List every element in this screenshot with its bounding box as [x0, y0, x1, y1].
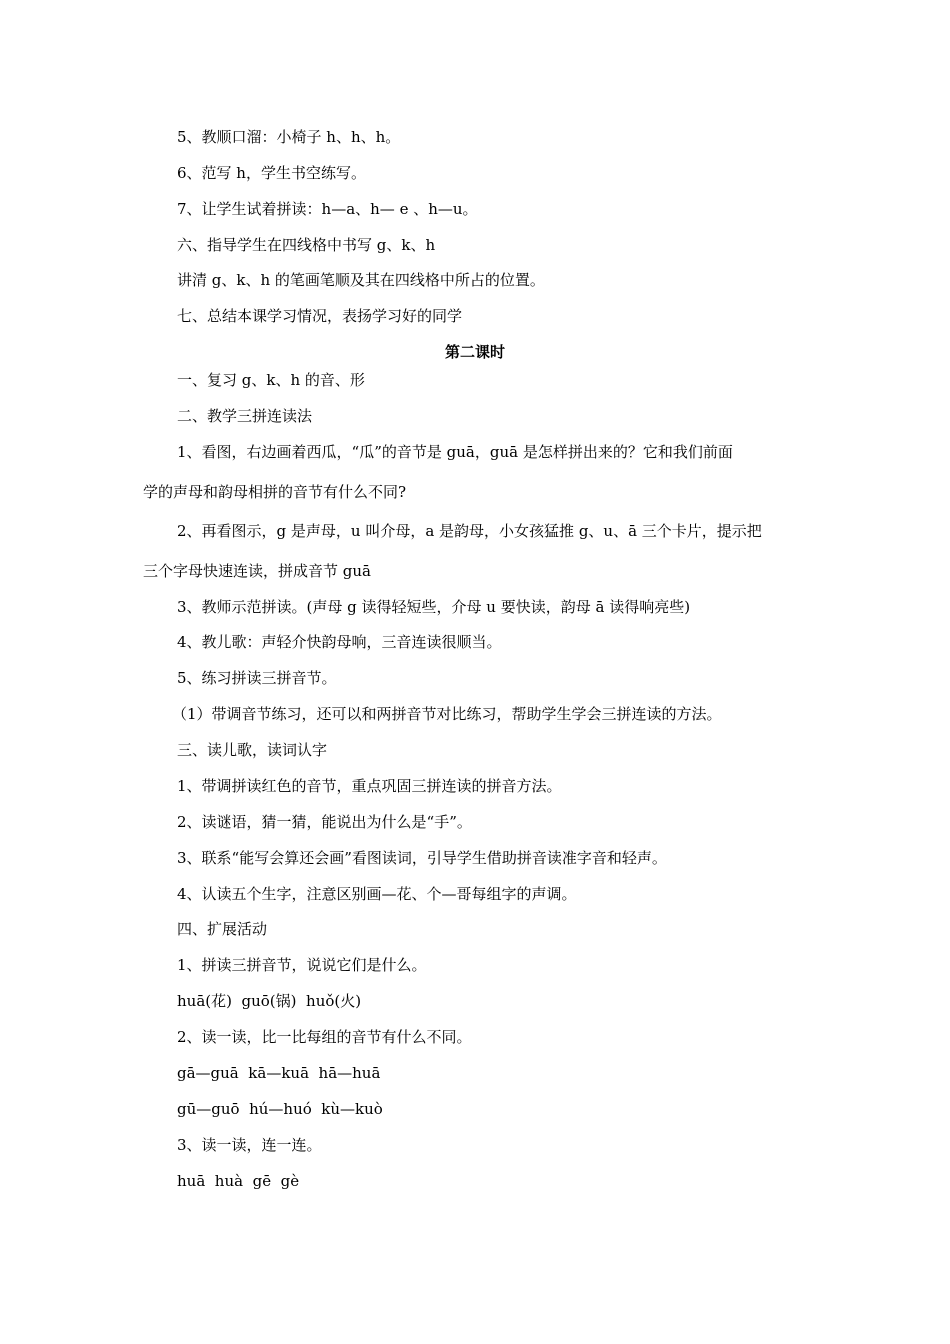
text-line: 2、再看图示，g 是声母，u 叫介母，a 是韵母，小女孩猛推 g、u、ā 三个卡片，提示把: [177, 522, 762, 540]
text-line: 7、让学生试着拼读：h—a、h— e 、h—u。: [177, 200, 478, 218]
text-line: 3、教师示范拼读。(声母 g 读得轻短些，介母 u 要快读，韵母 ā 读得响亮些): [177, 598, 691, 616]
text-line: 七、总结本课学习情况，表扬学习好的同学: [177, 307, 463, 325]
pinyin-line: huā huà gē gè: [177, 1172, 300, 1190]
text-line: 3、联系“能写会算还会画”看图读词，引导学生借助拼音读准字音和轻声。: [177, 849, 667, 867]
text-line: 3、读一读，连一连。: [177, 1136, 322, 1154]
text-line: 二、教学三拼连读法: [177, 407, 313, 425]
text-line: 三个字母快速连读，拼成音节 guā: [143, 562, 371, 580]
text-line: （1）带调音节练习，还可以和两拼音节对比练习，帮助学生学会三拼连读的方法。: [172, 705, 722, 723]
text-line: 5、教顺口溜：小椅子 h、h、h。: [177, 128, 401, 146]
text-line: 一、复习 g、k、h 的音、形: [177, 371, 365, 389]
text-line: 四、扩展活动: [177, 920, 268, 938]
text-line: 三、读儿歌，读词认字: [177, 741, 328, 759]
pinyin-line: huā(花) guō(锅) huǒ(火): [177, 992, 362, 1010]
text-line: 4、认读五个生字，注意区别画—花、个—哥每组字的声调。: [177, 885, 577, 903]
text-line: 4、教儿歌：声轻介快韵母响，三音连读很顺当。: [177, 633, 502, 651]
section-heading: 第二课时: [444, 343, 505, 361]
text-line: 1、带调拼读红色的音节，重点巩固三拼连读的拼音方法。: [177, 777, 562, 795]
text-line: 5、练习拼读三拼音节。: [177, 669, 337, 687]
text-line: 学的声母和韵母相拼的音节有什么不同?: [143, 483, 407, 501]
text-line: 1、看图，右边画着西瓜，“瓜”的音节是 guā，guā 是怎样拼出来的？它和我们前面: [177, 443, 733, 461]
text-line: 讲清 g、k、h 的笔画笔顺及其在四线格中所占的位置。: [177, 271, 545, 289]
pinyin-line: gā—guā kā—kuā hā—huā: [177, 1064, 381, 1082]
text-line: 2、读一读，比一比每组的音节有什么不同。: [177, 1028, 472, 1046]
text-line: 六、指导学生在四线格中书写 g、k、h: [177, 236, 436, 254]
text-line: 2、读谜语，猜一猜，能说出为什么是“手”。: [177, 813, 472, 831]
text-line: 6、范写 h，学生书空练写。: [177, 164, 366, 182]
text-line: 1、拼读三拼音节，说说它们是什么。: [177, 956, 427, 974]
pinyin-line: gū—guō hú—huó kù—kuò: [177, 1100, 383, 1118]
